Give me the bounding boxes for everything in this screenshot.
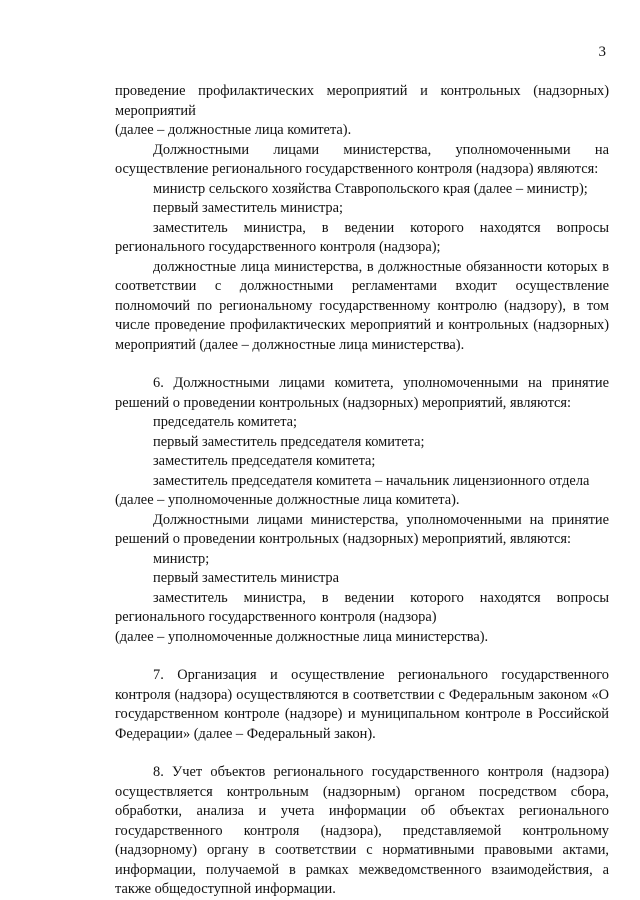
paragraph: (далее – должностные лица комитета). (115, 122, 352, 138)
paragraph: (далее – уполномоченные должностные лица комитета). (115, 492, 460, 508)
section-6-paragraph: 6. Должностными лицами комитета, уполномоченными на принятие решений о проведении контрольных (надзорных) мероприятий, являются: (115, 375, 609, 411)
paragraph: председатель комитета; (153, 414, 298, 430)
paragraph: (далее – уполномоченные должностные лица министерства). (115, 628, 489, 645)
paragraph: первый заместитель министра (153, 570, 340, 586)
paragraph: министр; (153, 550, 210, 567)
paragraph: Должностными лицами министерства, уполномоченными на принятие решений о проведении контрольных (надзорных) мероприятий, являются: (115, 511, 609, 547)
paragraph: министр сельского хозяйства Ставропольского края (далее – министр); (153, 180, 588, 197)
paragraph: заместитель председателя комитета; (153, 453, 376, 469)
paragraph: первый заместитель министра; (153, 200, 344, 216)
paragraph: заместитель министра, в ведении которого находятся вопросы регионального государственного контроля (надзора); (115, 219, 609, 255)
paragraph: должностные лица министерства, в должностные обязанности которых в соответствии с должностными регламентами входит осуществление полномочий по региональному государственному контролю (надзору), в том числе проведение профилактических мероприятий и контрольных (надзорных) мероприятий (далее – должностные лица министерства). (115, 258, 609, 353)
paragraph: Должностными лицами министерства, уполномоченными на осуществление регионального государственного контроля (надзора) являются: (115, 141, 609, 177)
document-body (115, 82, 609, 900)
paragraph: проведение профилактических мероприятий и контрольных (надзорных) мероприятий (115, 83, 609, 119)
paragraph: заместитель министра, в ведении которого находятся вопросы регионального государственного контроля (надзора) (115, 589, 609, 625)
paragraph: заместитель председателя комитета – начальник лицензионного отдела (153, 472, 590, 489)
page-number: 3 (598, 44, 606, 60)
section-8-paragraph: 8. Учет объектов регионального государственного контроля (надзора) осуществляется контрольным (надзорным) органом посредством сбора, обработки, анализа и учета информации об объектах регионального государственного контроля (надзора), представляемой контрольному (надзорному) органу в соответствии с нормативными правовыми актами, информации, получаемой в рамках межведомственного взаимодействия, а также общедоступной информации. (115, 764, 609, 897)
section-7-paragraph: 7. Организация и осуществление регионального государственного контроля (надзора) осуществляются в соответствии с Федеральным законом «О государственном контроле (надзоре) и муниципальном контроле в Российской Федерации» (далее – Федеральный закон). (115, 667, 609, 742)
paragraph: первый заместитель председателя комитета; (153, 433, 425, 450)
